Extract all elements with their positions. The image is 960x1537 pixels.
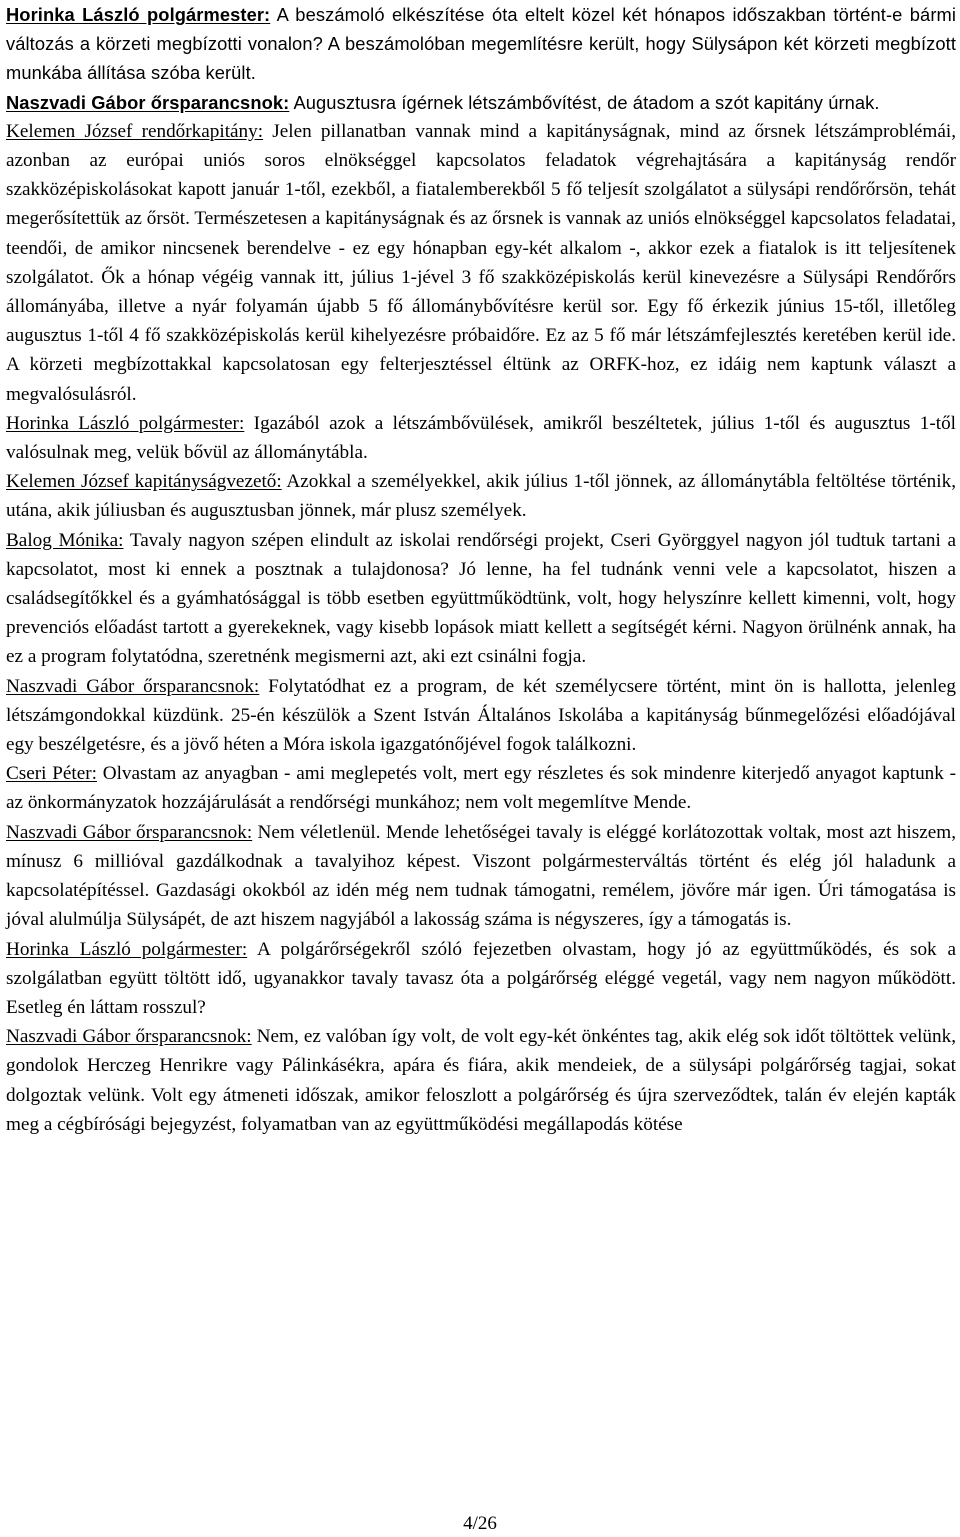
paragraph-text: Igazából azok a létszámbővülések, amikről beszéltetek, július 1-től és augusztus 1-től valósulnak meg, velük bővül az állománytábla. (6, 412, 956, 464)
paragraph-text: Augusztusra ígérnek létszámbővítést, de átadom a szót kapitány úrnak. (289, 91, 880, 113)
paragraph-text: Tavaly nagyon szépen elindult az iskolai rendőrségi projekt, Cseri Györggyel nagyon jól tudtuk tartani a kapcsolatot, most ki ennek a posztnak a tulajdonosa? Jó lenne, ha fel tudnánk venni vele a kapcsolatot, hiszen a családsegítőkkel és a gyámhatósággal is több esetben együttműködtünk, volt, hogy helyszínre kellett kimenni, volt, hogy prevenciós előadást tartott a gyerekeknek, vagy kisebb lopások miatt kellett a segítségét kérni. Nagyon örülnénk annak, ha ez a program folytatódna, szeretnénk megismerni azt, aki ezt csinálni fogja. (6, 529, 956, 668)
paragraph-text: A polgárőrségekről szóló fejezetben olvastam, hogy jó az együttműködés, és sok a szolgálatban együtt töltött idő, ugyanakkor tavaly tavasz óta a polgárőrség eléggé vegetál, vagy nem nagyon működött. Esetleg én láttam rosszul? (6, 938, 956, 1018)
document-page (6, 0, 956, 1139)
speaker-name: Naszvadi Gábor őrsparancsnok: (6, 675, 260, 697)
paragraph-5 (6, 467, 956, 525)
speaker-name: Kelemen József rendőrkapitány: (6, 120, 264, 142)
paragraph-10 (6, 935, 956, 1023)
speaker-name: Naszvadi Gábor őrsparancsnok: (6, 1026, 252, 1048)
speaker-name: Naszvadi Gábor őrsparancsnok: (6, 821, 253, 843)
speaker-name: Horinka László polgármester: (6, 4, 271, 25)
paragraph-text: Nem véletlenül. Mende lehetőségei tavaly is eléggé korlátozottak voltak, most azt hiszem, mínusz 6 millióval gazdálkodnak a tavalyihoz képest. Viszont polgármesterváltás történt és elég jól haladunk a kapcsolatépítéssel. Gazdasági okokból az idén még nem tudnak támogatni, remélem, jövőre már igen. Úri támogatása is jóval alulmúlja Sülysápét, de azt hiszem nagyjából a lakosság száma is négyszeres, így a támogatás is. (6, 821, 956, 931)
paragraph-6 (6, 526, 956, 672)
speaker-name: Kelemen József kapitányságvezető: (6, 471, 282, 493)
paragraph-7 (6, 672, 956, 760)
speaker-name: Horinka László polgármester: (6, 412, 245, 434)
paragraph-11 (6, 1022, 956, 1139)
paragraph-text: A beszámoló elkészítése óta eltelt közel két hónapos időszakban történt-e bármi változás a körzeti megbízotti vonalon? A beszámolóban megemlítésre került, hogy Sülysápon két körzeti megbízott munkába állítása szóba került. (6, 4, 956, 84)
paragraph-4 (6, 409, 956, 467)
paragraph-2 (6, 88, 956, 117)
speaker-name: Cseri Péter: (6, 763, 97, 785)
paragraph-text: Olvastam az anyagban - ami meglepetés volt, mert egy részletes és sok mindenre kiterjedő anyagot kaptunk - az önkormányzatok hozzájárulását a rendőrségi munkához; nem volt megemlítve Mende. (6, 763, 956, 814)
paragraph-3 (6, 117, 956, 409)
paragraph-text: Folytatódhat ez a program, de két személycsere történt, mint ön is hallotta, jelenleg létszámgondokkal küzdünk. 25-én készülök a Szent István Általános Iskolába a kapitányság bűnmegelőzési előadójával egy beszélgetésre, és a jövő héten a Móra iskola igazgatónőjével fogok találkozni. (6, 675, 956, 756)
paragraph-text: Azokkal a személyekkel, akik július 1-től jönnek, az állománytábla feltöltése történik, utána, akik júliusban és augusztusban jönnek, már plusz személyek. (6, 471, 956, 522)
paragraph-8 (6, 759, 956, 817)
speaker-name: Naszvadi Gábor őrsparancsnok: (6, 91, 290, 113)
paragraph-text: Nem, ez valóban így volt, de volt egy-két önkéntes tag, akik elég sok időt töltöttek velünk, gondolok Herczeg Henrikre vagy Pálinkásékra, apára és fiára, akik mendeiek, de a sülysápi polgárőrség tagjai, sokat dolgoztak velünk. Volt egy átmeneti időszak, amikor feloszlott a polgárőrség és újra szerveződtek, talán év elején kapták meg a cégbírósági bejegyzést, folyamatban van az együttműködési megállapodás kötése (6, 1026, 957, 1135)
paragraph-1 (6, 0, 956, 88)
speaker-name: Horinka László polgármester: (6, 938, 248, 960)
speaker-name: Balog Mónika: (6, 529, 124, 551)
paragraph-text: Jelen pillanatban vannak mind a kapitányságnak, mind az őrsnek létszámproblémái, azonban az európai uniós soros elnökséggel kapcsolatos feladatok végrehajtására a kapitányság rendőr szakközépiskolásokat kapott január 1-től, ezekből, a fiatalemberekből 5 fő teljesít szolgálatot a sülysápi rendőrőrsön, tehát megerősítettük az őrsöt. Természetesen a kapitányságnak és az őrsnek is vannak az uniós elnökséggel kapcsolatos feladatai, teendői, de amikor nincsenek berendelve - ez egy hónapban egy-két alkalom -, akkor ezek a fiatalok is itt teljesítenek szolgálatot. Ők a hónap végéig vannak itt, július 1-jével 3 fő szakközépiskolás kerül kinevezésre a Sülysápi Rendőrőrs állományába, illetve a nyár folyamán újabb 5 fő állománybővítésre kerül sor. Egy fő érkezik június 15-től, illetőleg augusztus 1-től 4 fő szakközépiskolás kerül kihelyezésre próbaidőre. Ez az 5 fő már létszámfejlesztés keretében kerül ide. A körzeti megbízottakkal kapcsolatosan egy felterjesztéssel éltünk az ORFK-hoz, ez idáig nem kaptunk választ a megvalósulásról. (6, 120, 956, 405)
paragraph-9 (6, 818, 956, 935)
page-number: 4/26 (463, 1513, 497, 1534)
